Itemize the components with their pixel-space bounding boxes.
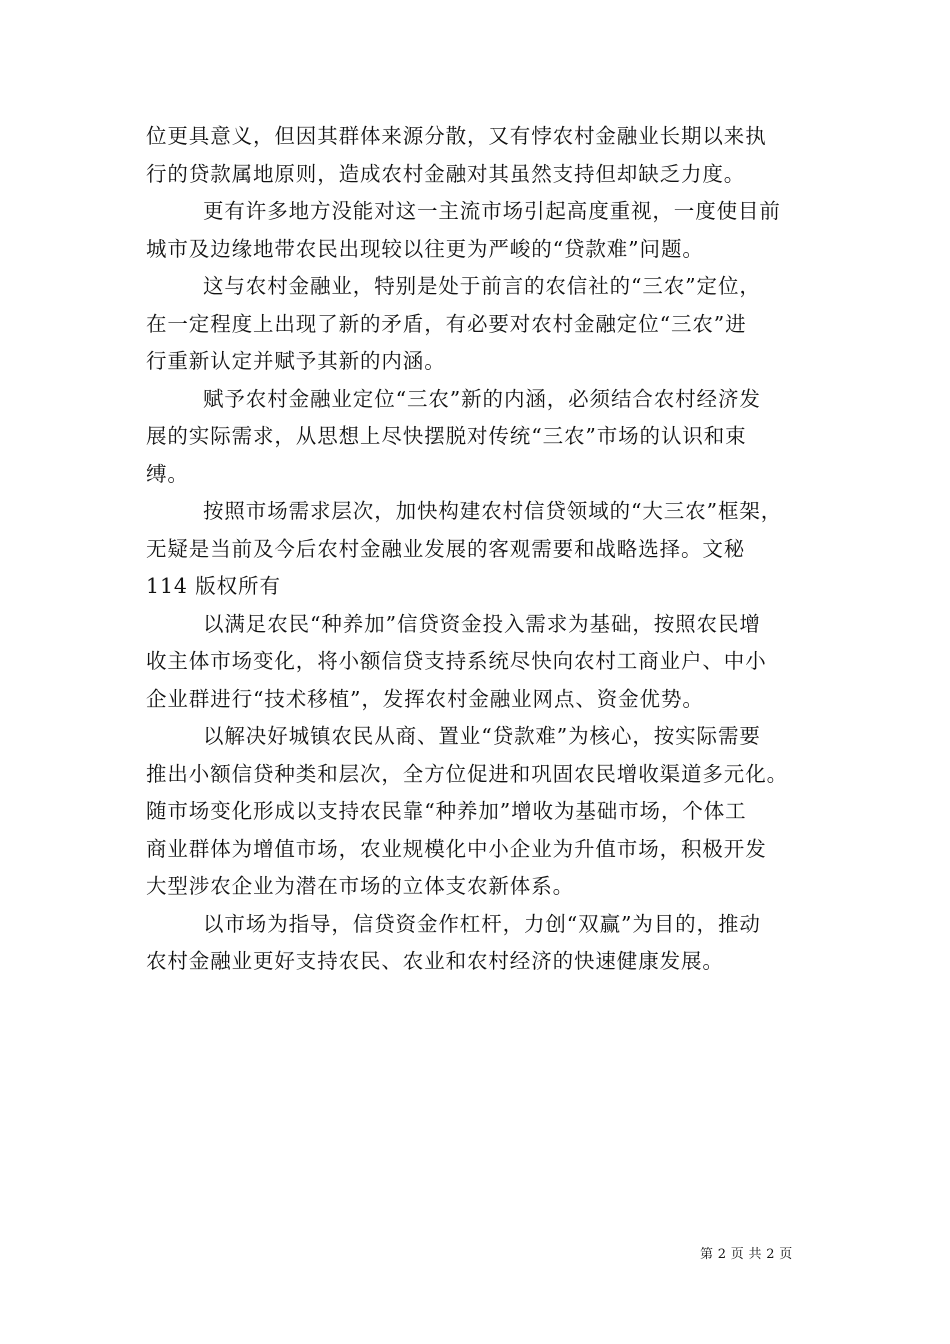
text-line: 以解决好城镇农民从商、置业“贷款难”为核心，按实际需要	[203, 724, 761, 748]
paragraph	[146, 718, 818, 906]
text-line: 在一定程度上出现了新的矛盾，有必要对农村金融定位“三农”进	[146, 311, 747, 336]
text-line: 展的实际需求，从思想上尽快摆脱对传统“三农”市场的认识和束	[146, 424, 747, 448]
text-line: 缚。	[146, 461, 189, 486]
text-line: 商业群体为增值市场，农业规模化中小企业为升值市场，积极开发	[146, 836, 767, 861]
paragraph	[146, 381, 818, 494]
text-line: 推出小额信贷种类和层次，全方位促进和巩固农民增收渠道多元化。	[146, 761, 788, 786]
page-footer: 第 2 页 共 2 页	[700, 1247, 793, 1262]
text-line: 行重新认定并赋予其新的内涵。	[146, 349, 446, 373]
text-line: 行的贷款属地原则，造成农村金融对其虽然支持但却缺乏力度。	[146, 161, 746, 186]
paragraph	[146, 118, 818, 193]
text-line: 按照市场需求层次，加快构建农村信贷领域的“大三农”框架，	[203, 499, 783, 523]
paragraph	[146, 268, 818, 381]
text-line: 城市及边缘地带农民出现较以往更为严峻的“贷款难”问题。	[146, 236, 704, 261]
text-line: 无疑是当前及今后农村金融业发展的客观需要和战略选择。文秘	[146, 536, 746, 561]
document-body	[146, 118, 818, 981]
text-line: 大型涉农企业为潜在市场的立体支农新体系。	[146, 874, 574, 898]
text-line: 随市场变化形成以支持农民靠“种养加”增收为基础市场，个体工	[146, 799, 747, 823]
text-line: 收主体市场变化，将小额信贷支持系统尽快向农村工商业户、中小	[146, 649, 767, 673]
paragraph	[146, 193, 818, 268]
text-line: 农村金融业更好支持农民、农业和农村经济的快速健康发展。	[146, 949, 724, 973]
text-line: 赋予农村金融业定位“三农”新的内涵，必须结合农村经济发	[203, 386, 761, 411]
paragraph	[146, 606, 818, 719]
paragraph	[146, 906, 818, 981]
text-line: 位更具意义，但因其群体来源分散，又有悖农村金融业长期以来执	[146, 124, 767, 148]
paragraph	[146, 493, 818, 606]
text-line: 以满足农民“种养加”信贷资金投入需求为基础，按照农民增	[203, 611, 761, 636]
text-line: 以市场为指导，信贷资金作杠杆，力创“双赢”为目的，推动	[203, 911, 761, 936]
text-line: 企业群进行“技术移植”，发挥农村金融业网点、资金优势。	[146, 686, 704, 711]
text-line: 更有许多地方没能对这一主流市场引起高度重视，一度使目前	[203, 199, 781, 223]
text-line: 114 版权所有	[146, 574, 281, 598]
text-line: 这与农村金融业，特别是处于前言的农信社的“三农”定位，	[203, 274, 761, 298]
